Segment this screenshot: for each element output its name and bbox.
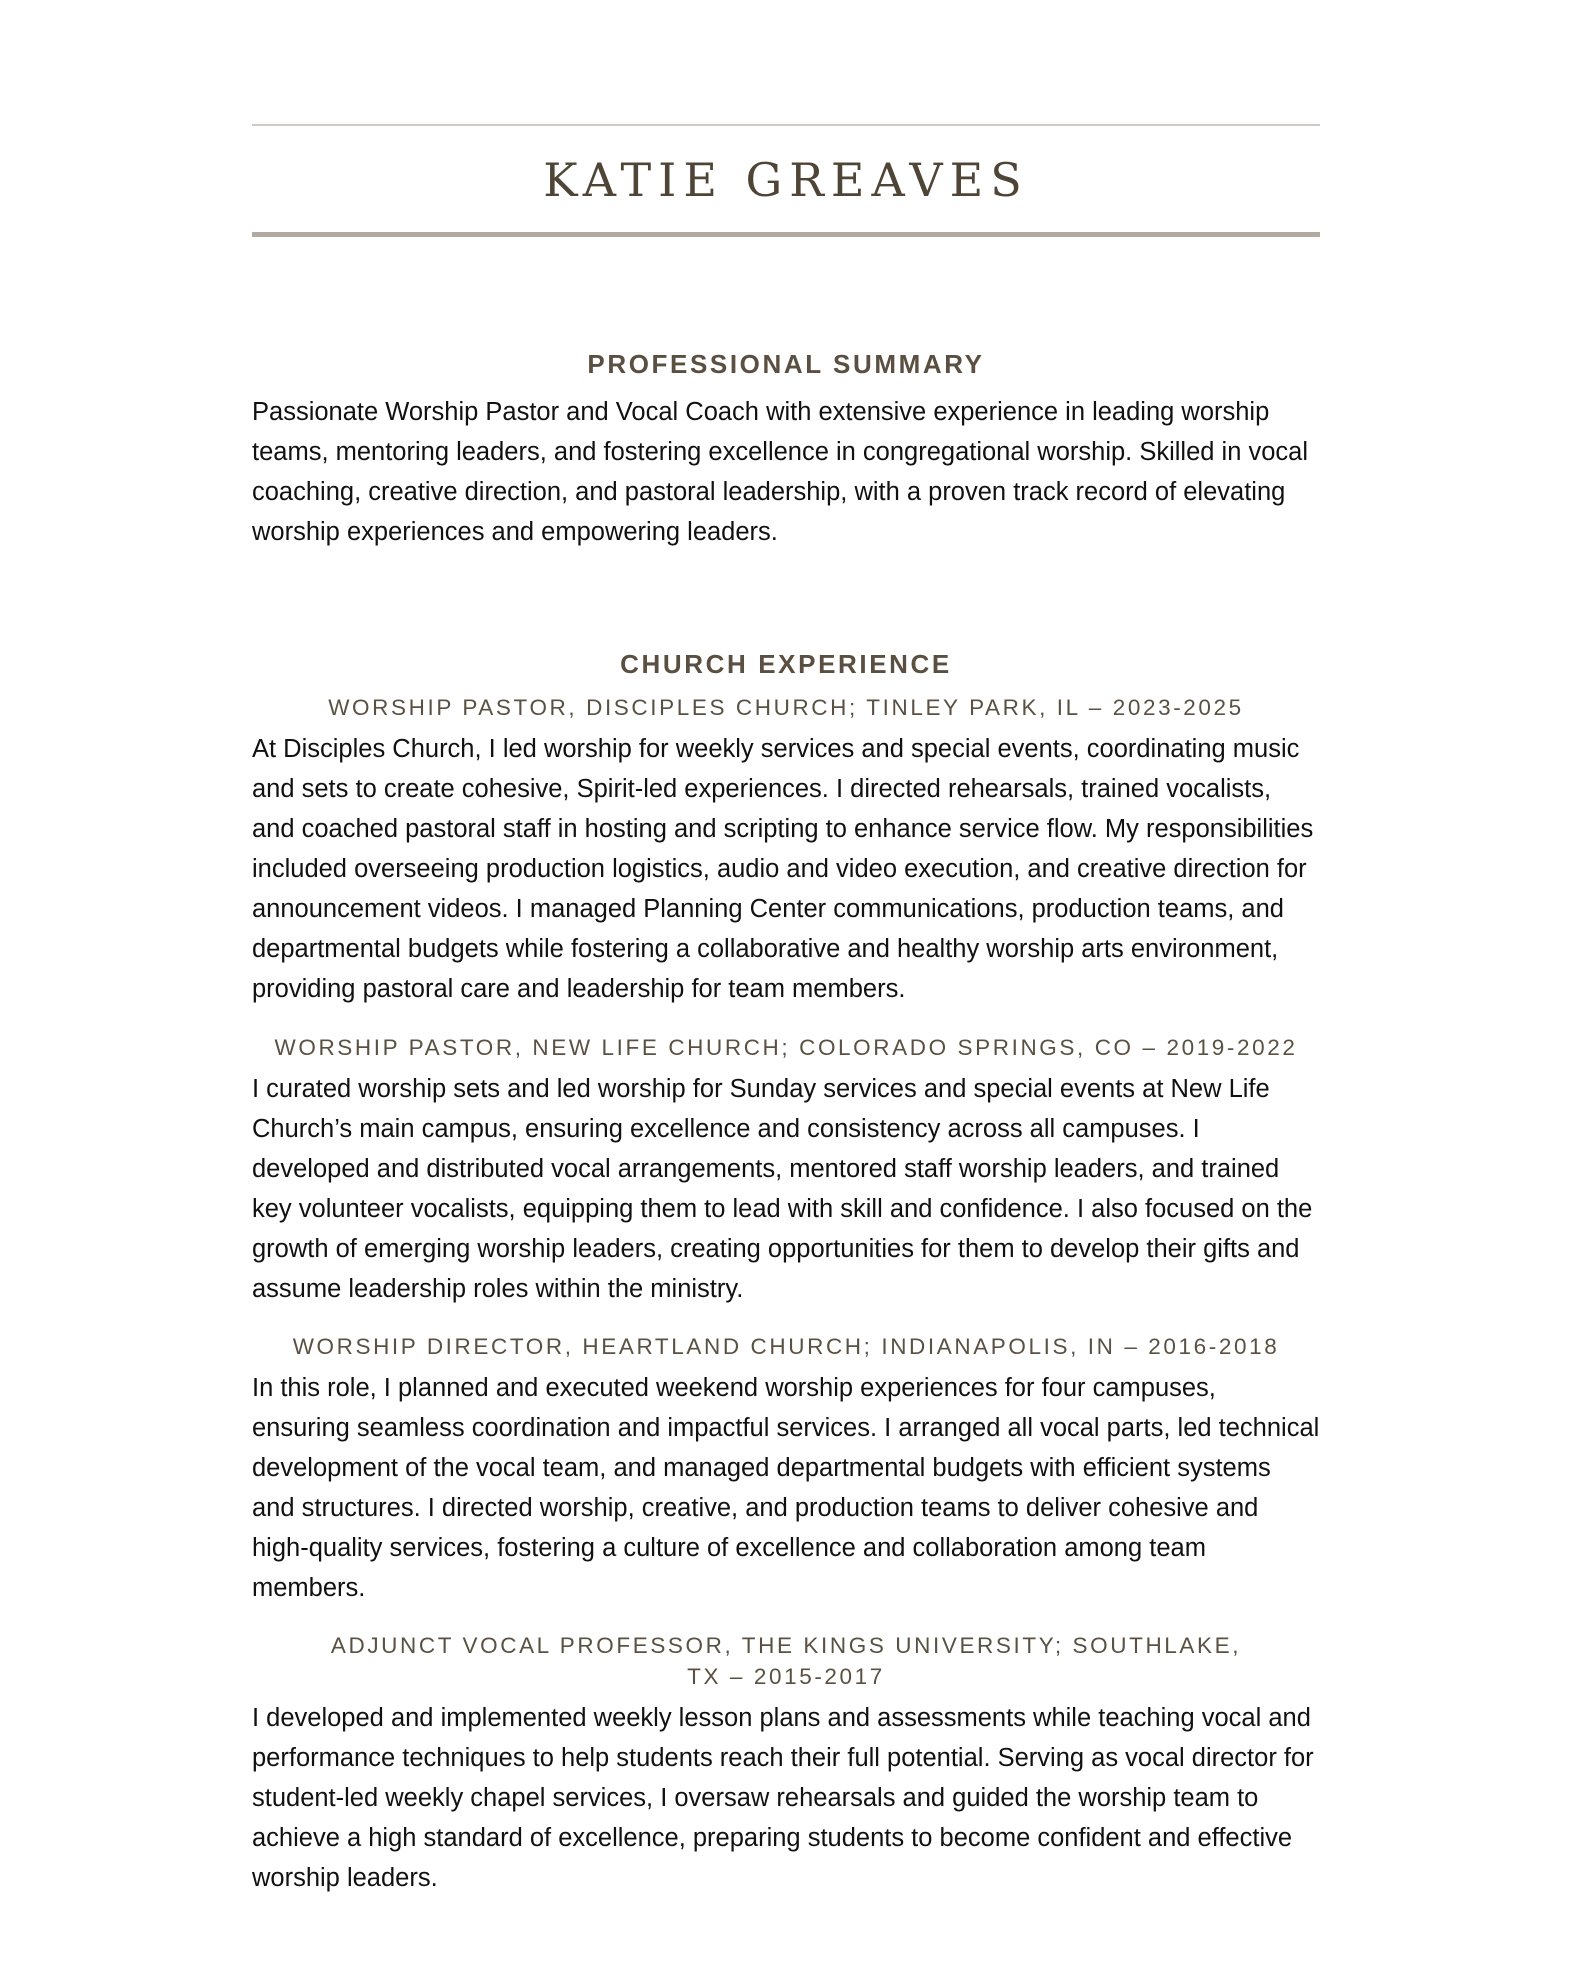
candidate-name: KATIE GREAVES bbox=[543, 153, 1029, 207]
experience-section-title: CHURCH EXPERIENCE bbox=[620, 649, 952, 679]
summary-text: Passionate Worship Pastor and Vocal Coach with extensive experience in leading worship teams, mentoring leaders, and fostering excellence in congregational worship. Skilled in vocal coaching, creative direction, and pastoral leadership, with a proven track record of elevating worship experiences and empowering leaders. bbox=[252, 398, 1308, 546]
job-heading: WORSHIP DIRECTOR, HEARTLAND CHURCH; INDIANAPOLIS, IN – 2016-2018 bbox=[292, 1334, 1280, 1359]
job-heading: ADJUNCT VOCAL PROFESSOR, THE KINGS UNIVERSITY; SOUTHLAKE, TX – 2015-2017 bbox=[330, 1633, 1242, 1689]
header-bottom-rule bbox=[252, 232, 1320, 237]
job-description: In this role, I planned and executed weekend worship experiences for four campuses, ensuring seamless coordination and impactful services. I arranged all vocal parts, led technical development of the vocal team, and managed departmental budgets with efficient systems and structures. I directed worship, creative, and production teams to deliver cohesive and high-quality services, fostering a culture of excellence and collaboration among team members. bbox=[252, 1374, 1320, 1602]
job-description: I developed and implemented weekly lesson plans and assessments while teaching vocal and performance techniques to help students reach their full potential. Serving as vocal director for student-led weekly chapel services, I oversaw rehearsals and guided the worship team to achieve a high standard of excellence, preparing students to become confident and effective worship leaders. bbox=[252, 1704, 1314, 1892]
header-top-rule bbox=[252, 124, 1320, 126]
job-description: I curated worship sets and led worship for Sunday services and special events at New Life Church’s main campus, ensuring excellence and consistency across all campuses. I developed and distributed vocal arrangements, mentored staff worship leaders, and trained key volunteer vocalists, equipping them to lead with skill and confidence. I also focused on the growth of emerging worship leaders, creating opportunities for them to develop their gifts and assume leadership roles within the ministry. bbox=[252, 1075, 1313, 1303]
summary-section-title: PROFESSIONAL SUMMARY bbox=[587, 349, 985, 379]
job-heading: WORSHIP PASTOR, NEW LIFE CHURCH; COLORADO SPRINGS, CO – 2019-2022 bbox=[274, 1035, 1298, 1060]
job-description: At Disciples Church, I led worship for weekly services and special events, coordinating music and sets to create cohesive, Spirit-led experiences. I directed rehearsals, trained vocalists, and coached pastoral staff in hosting and scripting to enhance service flow. My responsibilities included overseeing production logistics, audio and video execution, and creative direction for announcement videos. I managed Planning Center communications, production teams, and departmental budgets while fostering a collaborative and healthy worship arts environment, providing pastoral care and leadership for team members. bbox=[252, 735, 1314, 1003]
job-heading: WORSHIP PASTOR, DISCIPLES CHURCH; TINLEY PARK, IL – 2023-2025 bbox=[328, 695, 1244, 720]
